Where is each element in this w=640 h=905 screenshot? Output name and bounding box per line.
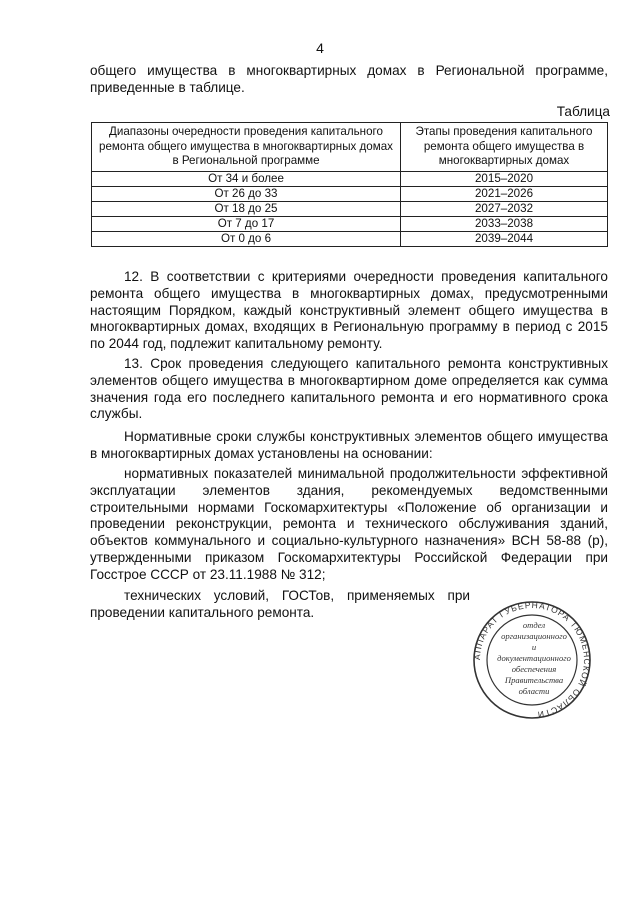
table-cell: От 34 и более	[92, 171, 401, 186]
table-cell: 2021–2026	[401, 186, 608, 201]
table-cell: 2039–2044	[401, 231, 608, 246]
table-cell: От 26 до 33	[92, 186, 401, 201]
stamp-line: организационного	[501, 631, 567, 641]
stamp-outer-text: АППАРАТ ГУБЕРНАТОРА ТЮМЕНСКОЙ ОБЛАСТИ	[471, 600, 593, 720]
stamp-line: документационного	[497, 653, 571, 663]
stamp-line: Правительства	[504, 675, 564, 685]
table-cell: 2015–2020	[401, 171, 608, 186]
paragraph-12: 12. В соответствии с критериями очередности проведения капитального ремонта общего имущества в многоквартирных домах, предусмотренными настоящим Порядком, каждый конструктивный элемент общего имущества в многоквартирных домах, входящих в Региональную программу в период с 2015 по 2044 год, подлежит капитальному ремонту.	[90, 269, 608, 352]
paragraph-13: 13. Срок проведения следующего капитального ремонта конструктивных элементов общего имущества в многоквартирном доме определяется как сумма значения года его последнего капитального ремонта и его нормативного срока службы.	[90, 356, 608, 422]
official-stamp	[458, 600, 606, 720]
page-number: 4	[316, 40, 324, 56]
table-header-cell: Этапы проведения капитального ремонта общего имущества в многоквартирных домах	[401, 123, 608, 172]
stamp-line: обеспечения	[511, 664, 557, 674]
table-cell: От 18 до 25	[92, 201, 401, 216]
table-cell: 2027–2032	[401, 201, 608, 216]
table-header-cell: Диапазоны очередности проведения капитального ремонта общего имущества в многоквартирных домах в Региональной программе	[92, 123, 401, 172]
table-header-row	[92, 123, 608, 172]
intro-paragraph: общего имущества в многоквартирных домах в Региональной программе, приведенные в таблице.	[90, 63, 608, 95]
stamp-line: области	[518, 686, 550, 696]
stamp-line: отдел	[522, 620, 546, 630]
table-caption: Таблица	[556, 104, 610, 119]
table-row	[92, 186, 608, 201]
norms-list-item-2: технических условий, ГОСТов, применяемых при проведении капитального ремонта.	[90, 588, 470, 620]
table-row	[92, 201, 608, 216]
table-cell: 2033–2038	[401, 216, 608, 231]
table-row	[92, 216, 608, 231]
table-cell: От 7 до 17	[92, 216, 401, 231]
table-row	[92, 231, 608, 246]
table-cell: От 0 до 6	[92, 231, 401, 246]
norms-paragraph: Нормативные сроки службы конструктивных элементов общего имущества в многоквартирных домах установлены на основании:	[90, 429, 608, 461]
stamp-line: и	[531, 642, 537, 652]
table-row	[92, 171, 608, 186]
priority-table	[91, 122, 608, 247]
norms-list-item-1: нормативных показателей минимальной продолжительности эффективной эксплуатации элементов здания, рекомендуемых ведомственными строительными нормами Госкомархитектуры «Положение об организации и проведении реконструкции, ремонта и технического обслуживания зданий, объектов коммунального и социально-культурного назначения» ВСН 58-88 (р), утвержденными приказом Госкомархитектуры Российской Федерации при Госстрое СССР от 23.11.1988 № 312;	[90, 466, 608, 582]
stamp-seal-icon	[458, 600, 606, 720]
